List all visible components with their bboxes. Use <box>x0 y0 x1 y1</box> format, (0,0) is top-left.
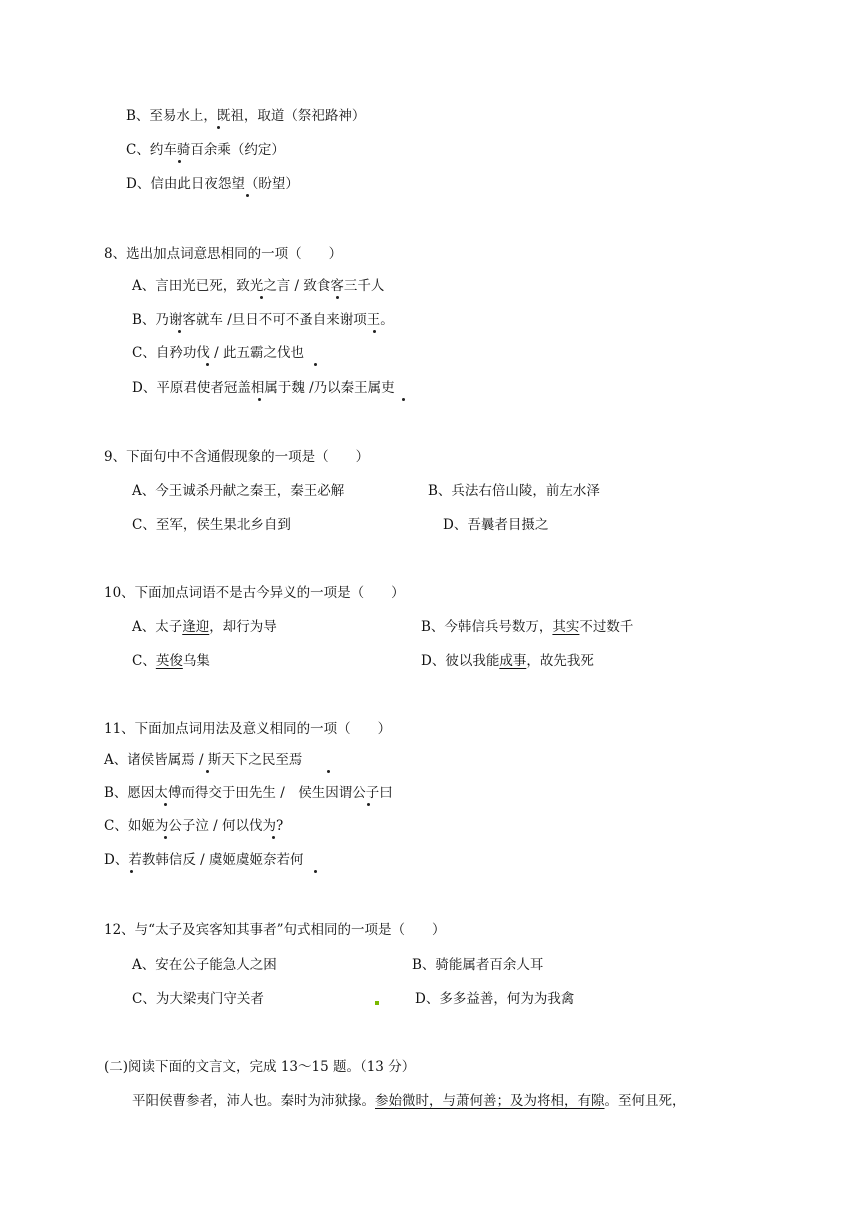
q10-b-text: B、今韩信兵号数万， <box>421 619 553 635</box>
q8-option-a: A、言田光已死，致光之言 / 致食客三千人 <box>132 278 385 294</box>
emphasis-dot <box>206 363 209 366</box>
emphasis-dot <box>178 160 181 163</box>
q10-option-d <box>421 651 594 671</box>
q11-option-c: C、如姬为公子泣 / 何以伐为? <box>104 818 284 834</box>
q10-option-b <box>421 617 633 637</box>
q10-c-underlined: 英俊 <box>155 653 183 669</box>
q9-option-b: B、兵法右倍山陵，前左水泽 <box>428 483 600 499</box>
section-2-paragraph <box>132 1091 686 1111</box>
q9-stem: 9、下面句中不含通假现象的一项是（ ） <box>104 449 370 465</box>
q10-a-text: A、太子 <box>132 619 183 635</box>
q10-a-underlined: 逢迎 <box>182 619 210 635</box>
emphasis-dot <box>164 836 167 839</box>
emphasis-dot <box>258 398 261 401</box>
emphasis-dot <box>164 803 167 806</box>
q10-d-text-end: ，故先我死 <box>526 653 594 669</box>
q11-option-b: B、愿因太傅而得交于田先生 / 侯生因谓公子曰 <box>104 785 393 801</box>
emphasis-dot <box>336 296 339 299</box>
q10-b-underlined: 其实 <box>552 619 580 635</box>
section-2-underlined: 参始微时，与萧何善；及为将相，有隙 <box>375 1093 605 1109</box>
q10-d-text: D、彼以我能 <box>421 653 500 669</box>
emphasis-dot <box>178 330 181 333</box>
emphasis-dot <box>367 803 370 806</box>
q10-stem: 10、下面加点词语不是古今异义的一项是（ ） <box>104 585 405 601</box>
q12-option-d: D、多多益善，何为为我禽 <box>415 991 575 1007</box>
q9-option-a: A、今王诚杀丹献之秦王，秦王必解 <box>132 483 345 499</box>
q10-c-text: C、 <box>132 653 156 669</box>
emphasis-dot <box>373 330 376 333</box>
q9-option-c: C、至军，侯生果北乡自到 <box>132 517 291 533</box>
q12-stem: 12、与“太子及宾客知其事者”句式相同的一项是（ ） <box>104 922 446 938</box>
q9-option-d: D、吾曩者目摄之 <box>443 517 549 533</box>
q8-option-b: B、乃谢客就车 /旦日不可不蚤自来谢项王。 <box>132 312 394 328</box>
emphasis-dot <box>314 363 317 366</box>
q8-option-c: C、自矜功伐 / 此五霸之伐也 <box>132 345 304 361</box>
q8-stem: 8、选出加点词意思相同的一项（ ） <box>104 246 343 262</box>
q11-option-a: A、诸侯皆属焉 / 斯天下之民至焉 <box>104 752 303 768</box>
emphasis-dot <box>260 296 263 299</box>
q7-option-d: D、信由此日夜怨望（盼望） <box>126 176 299 192</box>
section-2-heading: (二)阅读下面的文言文，完成 13～15 题。（13 分） <box>104 1059 416 1075</box>
q10-d-underlined: 成事 <box>499 653 527 669</box>
q10-b-text-end: 不过数千 <box>579 619 634 635</box>
emphasis-dot <box>206 770 209 773</box>
emphasis-dot <box>314 870 317 873</box>
emphasis-dot <box>402 398 405 401</box>
emphasis-dot <box>217 126 220 129</box>
q11-option-d: D、若教韩信反 / 虞姬虞姬奈若何 <box>104 852 304 868</box>
q12-option-a: A、安在公子能急人之困 <box>132 957 277 973</box>
q12-option-b: B、骑能属者百余人耳 <box>412 957 544 973</box>
stray-mark <box>375 1001 379 1005</box>
section-2-text-end: 。至何且死， <box>604 1093 686 1109</box>
emphasis-dot <box>327 770 330 773</box>
q12-option-c: C、为大梁夷门守关者 <box>132 991 264 1007</box>
section-2-text: 平阳侯曹参者，沛人也。秦时为沛狱掾。 <box>132 1093 375 1109</box>
q10-c-text-end: 乌集 <box>182 653 210 669</box>
emphasis-dot <box>130 870 133 873</box>
q7-option-c: C、约车骑百余乘（约定） <box>126 142 285 158</box>
q7-option-b: B、至易水上，既祖，取道（祭祀路神） <box>126 108 366 124</box>
q10-option-c <box>132 651 210 671</box>
q11-stem: 11、下面加点词用法及意义相同的一项（ ） <box>104 721 392 737</box>
q10-a-text-end: ，却行为导 <box>209 619 277 635</box>
q10-option-a <box>132 617 277 637</box>
emphasis-dot <box>246 194 249 197</box>
emphasis-dot <box>272 836 275 839</box>
q8-option-d: D、平原君使者冠盖相属于魏 /乃以秦王属吏 <box>132 380 395 396</box>
